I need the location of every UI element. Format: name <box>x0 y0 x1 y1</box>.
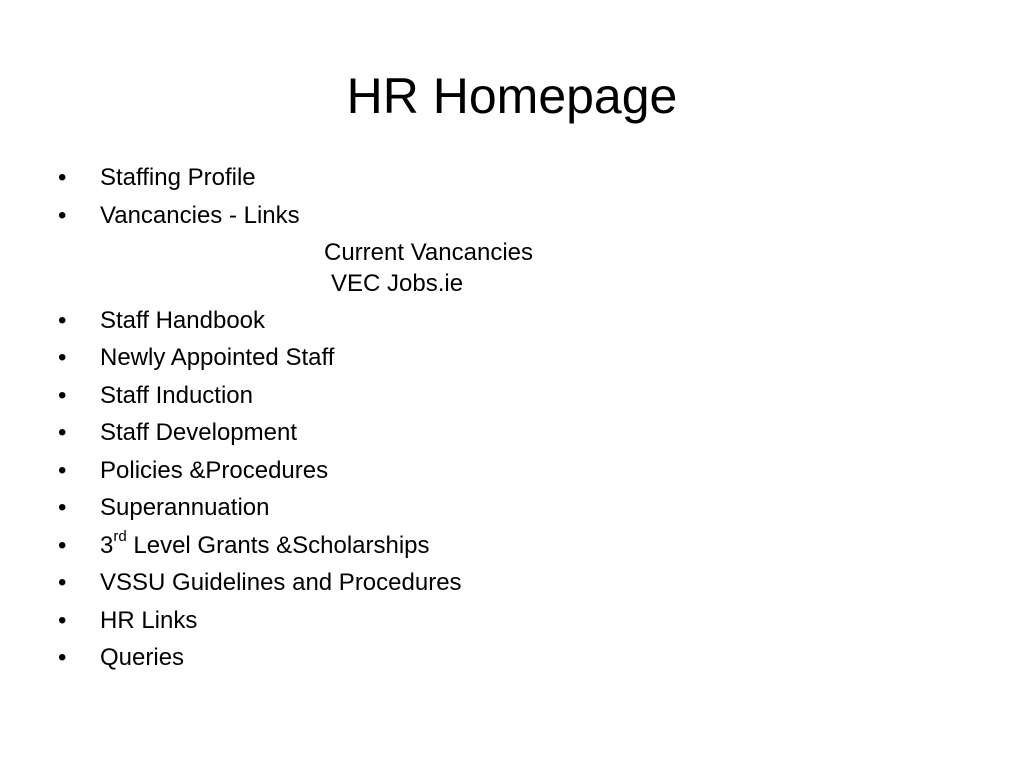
current-vacancies-link[interactable]: Current Vancancies <box>324 239 533 266</box>
policies-procedures-link[interactable]: Policies &Procedures <box>100 457 329 484</box>
grants-label-text: Level Grants &Scholarships <box>126 532 430 559</box>
vssu-guidelines-link[interactable]: VSSU Guidelines and Procedures <box>100 569 462 596</box>
bullet-icon: • <box>58 202 67 229</box>
bullet-icon: • <box>58 569 67 596</box>
queries-link[interactable]: Queries <box>100 644 185 671</box>
vacancies-label: Vancancies - Links <box>100 202 300 229</box>
superannuation-link[interactable]: Superannuation <box>100 494 270 521</box>
grants-level-suffix: rd <box>113 528 127 545</box>
bullet-icon: • <box>58 644 67 671</box>
hr-links-link[interactable]: HR Links <box>100 607 198 634</box>
bullet-icon: • <box>58 344 67 371</box>
bullet-icon: • <box>58 494 67 521</box>
grants-level-number: 3 <box>100 532 114 559</box>
staff-handbook-link[interactable]: Staff Handbook <box>100 307 266 334</box>
bullet-icon: • <box>58 532 67 559</box>
staffing-profile-link[interactable]: Staffing Profile <box>100 164 256 191</box>
bullet-icon: • <box>58 419 67 446</box>
staff-development-link[interactable]: Staff Development <box>100 419 298 446</box>
bullet-icon: • <box>58 382 67 409</box>
vec-jobs-link[interactable]: VEC Jobs.ie <box>331 270 464 297</box>
bullet-icon: • <box>58 164 67 191</box>
slide-title: HR Homepage <box>346 68 678 124</box>
bullet-icon: • <box>58 307 67 334</box>
newly-appointed-staff-link[interactable]: Newly Appointed Staff <box>100 344 335 371</box>
grants-scholarships-link[interactable] <box>100 528 430 561</box>
bullet-icon: • <box>58 457 67 484</box>
bullet-icon: • <box>58 607 67 634</box>
staff-induction-link[interactable]: Staff Induction <box>100 382 253 409</box>
